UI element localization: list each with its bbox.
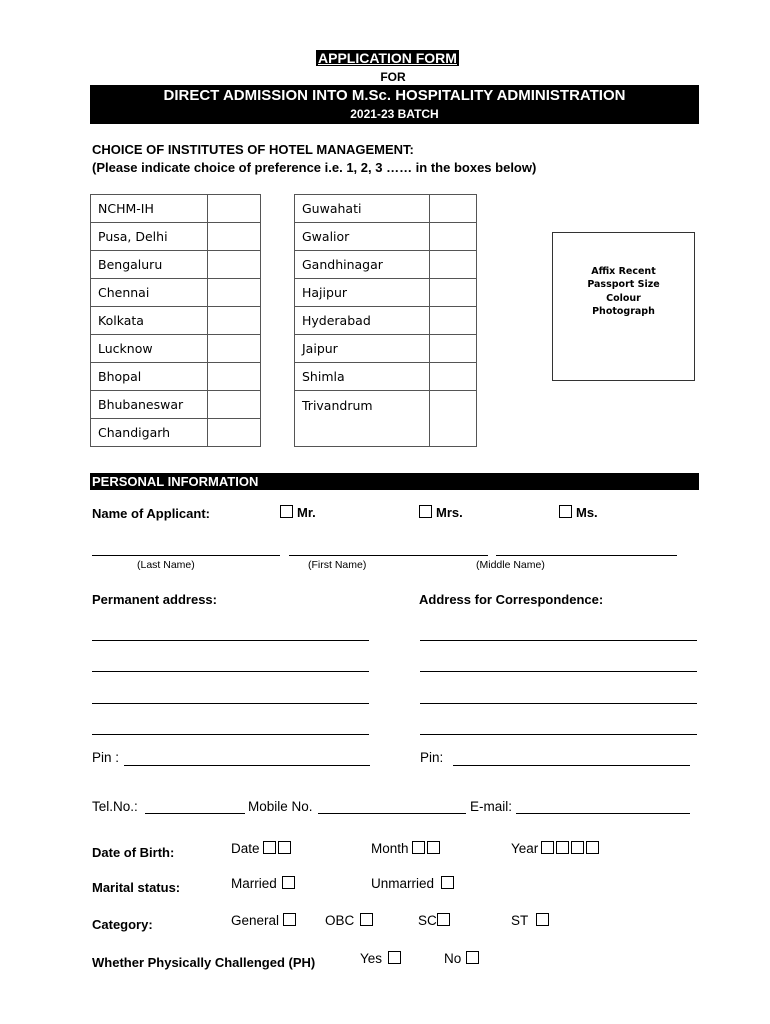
dob-year — [511, 841, 599, 856]
ph-yes — [360, 951, 401, 966]
category-general — [231, 913, 296, 928]
preference-box[interactable] — [208, 335, 261, 363]
preference-box[interactable] — [208, 223, 261, 251]
sc-label: SC — [418, 913, 437, 928]
table-row — [295, 279, 477, 307]
marital-label: Marital status: — [92, 880, 181, 895]
preference-box[interactable] — [208, 391, 261, 419]
institute-name: Jaipur — [295, 335, 430, 363]
email-label: E-mail: — [470, 799, 513, 814]
correspondence-address-line[interactable] — [420, 671, 697, 672]
middle-name-field[interactable] — [496, 555, 677, 556]
preference-box[interactable] — [430, 335, 477, 363]
st-checkbox[interactable] — [536, 913, 549, 926]
sc-checkbox[interactable] — [437, 913, 450, 926]
mrs-checkbox[interactable] — [419, 505, 432, 518]
dob-label: Date of Birth: — [92, 845, 175, 860]
permanent-address-label: Permanent address: — [92, 592, 217, 607]
obc-label: OBC — [325, 913, 355, 928]
month-digit-box[interactable] — [427, 841, 440, 854]
institute-name: Hyderabad — [295, 307, 430, 335]
yes-label: Yes — [360, 951, 383, 966]
dob-date — [231, 841, 291, 856]
permanent-address-line[interactable] — [92, 734, 369, 735]
table-row — [91, 363, 261, 391]
first-name-caption: (First Name) — [308, 559, 367, 571]
institute-name: NCHM-IH — [91, 195, 208, 223]
photo-line: Passport Size — [587, 279, 660, 290]
ms-checkbox[interactable] — [559, 505, 572, 518]
tel-field[interactable] — [145, 813, 245, 814]
institute-name: Guwahati — [295, 195, 430, 223]
institute-name: Chandigarh — [91, 419, 208, 447]
month-digit-box[interactable] — [412, 841, 425, 854]
institute-name: Chennai — [91, 279, 208, 307]
table-row — [295, 363, 477, 391]
mr-label: Mr. — [297, 505, 316, 520]
preference-box[interactable] — [208, 307, 261, 335]
table-row — [91, 195, 261, 223]
ph-no — [444, 951, 479, 966]
year-digit-box[interactable] — [556, 841, 569, 854]
last-name-caption: (Last Name) — [137, 559, 195, 571]
institute-name: Bhopal — [91, 363, 208, 391]
table-row — [295, 195, 477, 223]
ms-label: Ms. — [576, 505, 598, 520]
ph-label: Whether Physically Challenged (PH) — [92, 955, 316, 970]
preference-box[interactable] — [430, 307, 477, 335]
pin-right-field[interactable] — [453, 765, 690, 766]
photo-line: Photograph — [592, 306, 655, 317]
preference-box[interactable] — [208, 419, 261, 447]
correspondence-address-line[interactable] — [420, 703, 697, 704]
photo-line: Affix Recent — [591, 265, 656, 277]
category-sc — [418, 913, 450, 928]
table-row — [295, 251, 477, 279]
preference-box[interactable] — [430, 391, 477, 447]
tel-label: Tel.No.: — [92, 799, 138, 814]
date-digit-box[interactable] — [278, 841, 291, 854]
title-mr — [280, 505, 316, 520]
institute-name: Hajipur — [295, 279, 430, 307]
st-label: ST — [511, 913, 529, 928]
no-label: No — [444, 951, 462, 966]
first-name-field[interactable] — [289, 555, 488, 556]
permanent-address-line[interactable] — [92, 703, 369, 704]
preference-box[interactable] — [430, 251, 477, 279]
year-digit-box[interactable] — [541, 841, 554, 854]
last-name-field[interactable] — [92, 555, 280, 556]
choice-heading: CHOICE OF INSTITUTES OF HOTEL MANAGEMENT: — [92, 142, 414, 157]
general-label: General — [231, 913, 280, 928]
table-row — [91, 223, 261, 251]
preference-box[interactable] — [208, 363, 261, 391]
form-for: FOR — [380, 70, 406, 84]
obc-checkbox[interactable] — [360, 913, 373, 926]
correspondence-address-label: Address for Correspondence: — [419, 592, 604, 607]
preference-box[interactable] — [430, 363, 477, 391]
preference-box[interactable] — [430, 223, 477, 251]
mobile-label: Mobile No. — [248, 799, 313, 814]
photo-line: Colour — [606, 292, 641, 304]
batch-title: 2021-23 BATCH — [350, 107, 439, 121]
permanent-address-line[interactable] — [92, 640, 369, 641]
table-row — [91, 391, 261, 419]
institute-name: Shimla — [295, 363, 430, 391]
institute-name: Kolkata — [91, 307, 208, 335]
date-label: Date — [231, 841, 260, 856]
married-label: Married — [231, 876, 277, 891]
institute-name: Pusa, Delhi — [91, 223, 208, 251]
institute-name: Gandhinagar — [295, 251, 430, 279]
institute-name: Gwalior — [295, 223, 430, 251]
institute-name: Bengaluru — [91, 251, 208, 279]
program-banner — [90, 85, 699, 124]
preference-box[interactable] — [430, 195, 477, 223]
preference-box[interactable] — [208, 279, 261, 307]
form-title: APPLICATION FORM — [318, 50, 457, 66]
table-row — [295, 223, 477, 251]
year-label: Year — [511, 841, 539, 856]
table-row — [91, 251, 261, 279]
general-checkbox[interactable] — [283, 913, 296, 926]
category-label: Category: — [92, 917, 153, 932]
table-row — [91, 279, 261, 307]
photo-instructions — [587, 265, 659, 319]
no-checkbox[interactable] — [466, 951, 479, 964]
choice-instruction: (Please indicate choice of preference i.e. 1, 2, 3 …… in the boxes below) — [92, 160, 537, 175]
correspondence-address-line[interactable] — [420, 640, 697, 641]
institute-table-2 — [294, 194, 477, 447]
mrs-label: Mrs. — [436, 505, 463, 520]
year-digit-box[interactable] — [571, 841, 584, 854]
photo-box[interactable] — [552, 232, 695, 381]
institute-name: Lucknow — [91, 335, 208, 363]
title-mrs — [419, 505, 463, 520]
mr-checkbox[interactable] — [280, 505, 293, 518]
middle-name-caption: (Middle Name) — [476, 559, 545, 571]
institute-name: Bhubaneswar — [91, 391, 208, 419]
yes-checkbox[interactable] — [388, 951, 401, 964]
pin-right-label: Pin: — [420, 750, 444, 765]
married-checkbox[interactable] — [282, 876, 295, 889]
category-obc — [325, 913, 373, 928]
table-row — [91, 419, 261, 447]
marital-married — [231, 876, 295, 891]
permanent-address-line[interactable] — [92, 671, 369, 672]
preference-box[interactable] — [208, 251, 261, 279]
preference-box[interactable] — [208, 195, 261, 223]
table-row — [295, 307, 477, 335]
name-label: Name of Applicant: — [92, 506, 210, 521]
email-field[interactable] — [516, 813, 690, 814]
table-row — [91, 307, 261, 335]
dob-month — [371, 841, 440, 856]
table-row — [295, 335, 477, 363]
category-st — [511, 913, 549, 928]
preference-box[interactable] — [430, 279, 477, 307]
institute-name: Trivandrum — [295, 391, 430, 447]
program-title: DIRECT ADMISSION INTO M.Sc. HOSPITALITY ADMINISTRATION — [163, 87, 626, 104]
correspondence-address-line[interactable] — [420, 734, 697, 735]
date-digit-box[interactable] — [263, 841, 276, 854]
pin-left-label: Pin : — [92, 750, 120, 765]
title-ms — [559, 505, 598, 520]
section-personal-information: PERSONAL INFORMATION — [90, 473, 699, 490]
table-row — [91, 335, 261, 363]
pin-left-field[interactable] — [124, 765, 370, 766]
mobile-field[interactable] — [318, 813, 466, 814]
marital-unmarried — [371, 876, 454, 891]
institute-table-1 — [90, 194, 261, 447]
unmarried-checkbox[interactable] — [441, 876, 454, 889]
month-label: Month — [371, 841, 409, 856]
year-digit-box[interactable] — [586, 841, 599, 854]
unmarried-label: Unmarried — [371, 876, 435, 891]
